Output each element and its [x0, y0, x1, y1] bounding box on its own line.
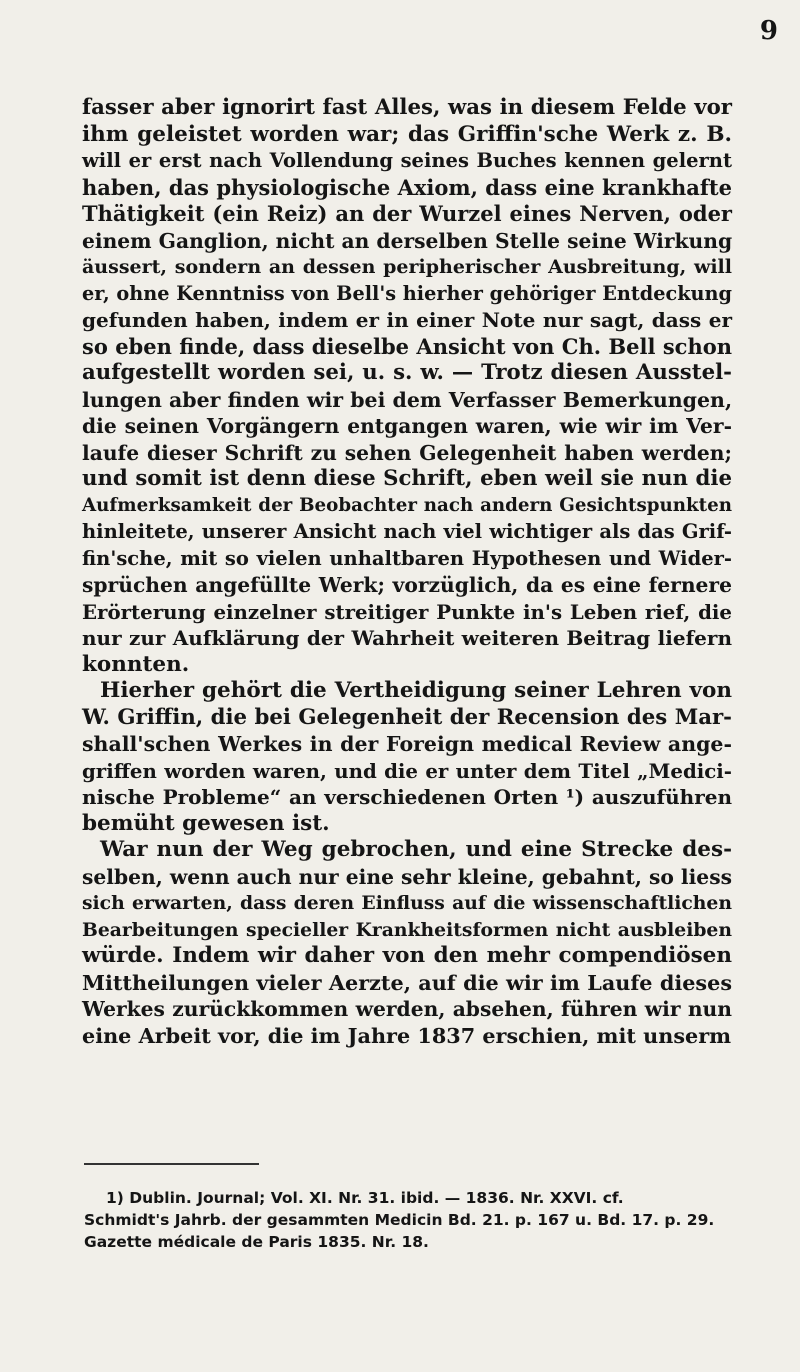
text-line: die seinen Vorgängern entgangen waren, wie wir im Ver- [82, 414, 732, 438]
footnote-line: Gazette médicale de Paris 1835. Nr. 18. [84, 1233, 429, 1251]
text-line: Bearbeitungen specieller Krankheitsformen nicht ausbleiben [82, 918, 732, 941]
text-line: fasser aber ignorirt fast Alles, was in diesem Felde vor [82, 95, 732, 120]
text-line: hinleitete, unserer Ansicht nach viel wichtiger als das Grif- [82, 520, 732, 543]
text-line: Werkes zurückkommen werden, absehen, führen wir nun [82, 997, 732, 1021]
text-line: er, ohne Kenntniss von Bell's hierher gehöriger Entdeckung [82, 281, 732, 305]
footnote-line: 1) Dublin. Journal; Vol. XI. Nr. 31. ibid. — 1836. Nr. XXVI. cf. [106, 1189, 624, 1207]
text-line: shall'schen Werkes in der Foreign medical Review ange- [82, 732, 732, 756]
text-line: nur zur Aufklärung der Wahrheit weiteren Beitrag liefern [82, 626, 732, 650]
page-number: 9 [759, 16, 778, 46]
text-line: würde. Indem wir daher von den mehr compendiösen [82, 943, 732, 968]
text-line: lungen aber finden wir bei dem Verfasser Bemerkungen, [82, 387, 733, 412]
text-line: haben, das physiologische Axiom, dass eine krankhafte [82, 174, 732, 200]
text-line: fin'sche, mit so vielen unhaltbaren Hypothesen und Wider- [82, 546, 732, 570]
text-line: so eben finde, dass dieselbe Ansicht von Ch. Bell schon [82, 333, 732, 359]
text-line: griffen worden waren, und die er unter dem Titel „Medici- [82, 758, 732, 783]
text-line: will er erst nach Vollendung seines Buches kennen gelernt [82, 149, 732, 172]
text-line: bemüht gewesen ist. [82, 810, 330, 836]
text-line: War nun der Weg gebrochen, und eine Strecke des- [100, 837, 732, 862]
text-line: sprüchen angefüllte Werk; vorzüglich, da es eine fernere [82, 573, 732, 597]
text-line: Aufmerksamkeit der Beobachter nach andern Gesichtspunkten [82, 494, 732, 516]
text-line: Mittheilungen vieler Aerzte, auf die wir im Laufe dieses [82, 970, 732, 995]
text-line: und somit ist denn diese Schrift, eben weil sie nun die [82, 466, 732, 491]
body-text [82, 95, 732, 1049]
text-line: Thätigkeit (ein Reiz) an der Wurzel eines Nerven, oder [82, 201, 732, 226]
footnotes [84, 1187, 734, 1253]
footnote-separator [84, 1163, 259, 1165]
text-line: gefunden haben, indem er in einer Note nur sagt, dass er [82, 308, 732, 332]
footnote-line: Schmidt's Jahrb. der gesammten Medicin Bd. 21. p. 167 u. Bd. 17. p. 29. [84, 1211, 715, 1229]
text-line: eine Arbeit vor, die im Jahre 1837 erschien, mit unserm [82, 1023, 732, 1048]
text-line: Hierher gehört die Vertheidigung seiner Lehren von [100, 678, 732, 703]
text-line: aufgestellt worden sei, u. s. w. — Trotz diesen Ausstel- [82, 360, 732, 385]
text-line: einem Ganglion, nicht an derselben Stelle seine Wirkung [82, 228, 733, 253]
text-line: nische Probleme“ an verschiedenen Orten ¹) auszuführen [82, 785, 732, 809]
text-line: W. Griffin, die bei Gelegenheit der Recension des Mar- [82, 704, 732, 730]
text-line: konnten. [82, 651, 190, 677]
text-line: äussert, sondern an dessen peripherischer Ausbreitung, will [82, 256, 732, 278]
text-line: Erörterung einzelner streitiger Punkte in's Leben rief, die [82, 599, 732, 624]
text-line: sich erwarten, dass deren Einfluss auf die wissenschaftlichen [82, 892, 732, 914]
text-line: selben, wenn auch nur eine sehr kleine, gebahnt, so liess [82, 864, 732, 889]
text-line: ihm geleistet worden war; das Griffin'sche Werk z. B. [82, 121, 732, 147]
text-line: laufe dieser Schrift zu sehen Gelegenheit haben werden; [82, 440, 732, 465]
